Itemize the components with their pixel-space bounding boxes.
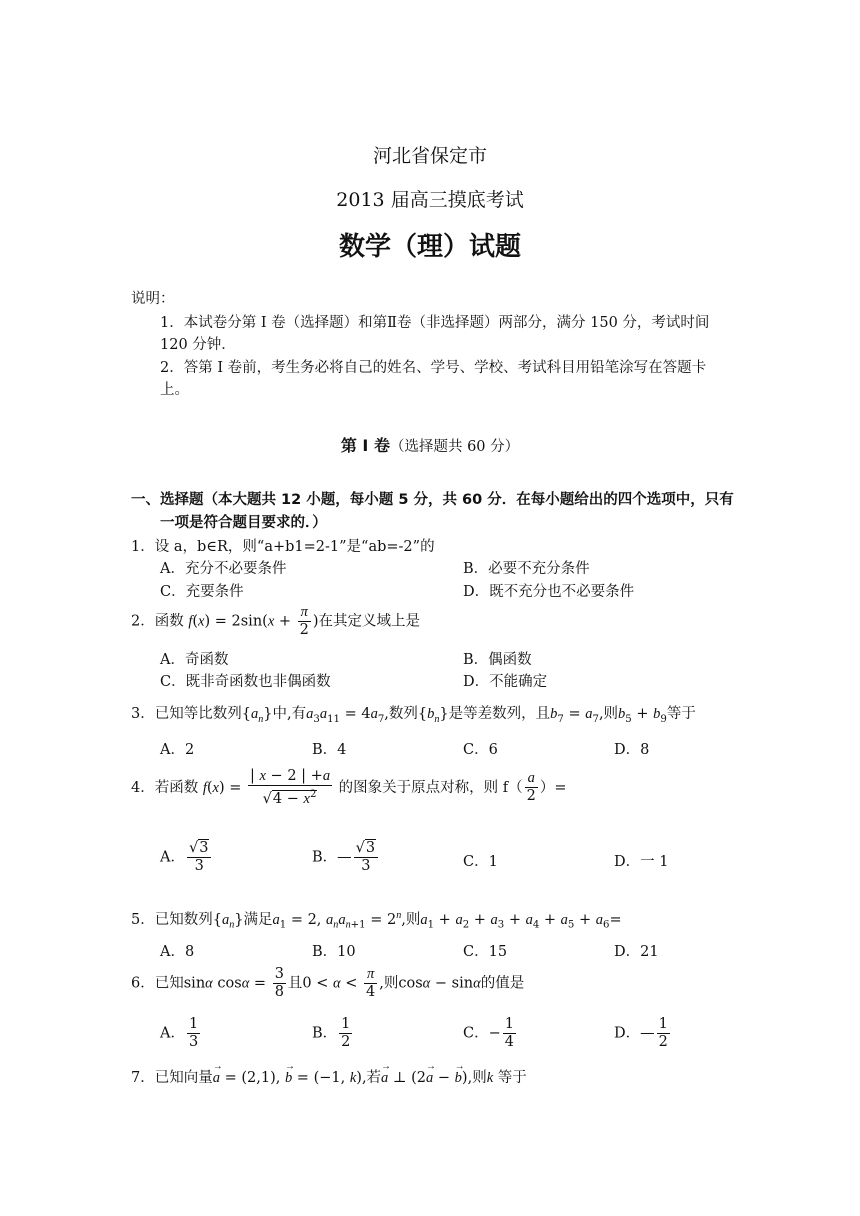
- q6-option-a: A． $\frac{1}{3}$: [160, 1016, 199, 1050]
- q2-stem: 2．函数 f(x) = 2sin(x + $\frac{\pi}{2}$ )在其定义域上是: [131, 604, 421, 638]
- q5-option-a: A．8: [160, 944, 195, 960]
- notes-label: 说明：: [131, 291, 175, 307]
- q5-option-c: C．15: [463, 944, 508, 960]
- q1-stem: 1．设 a，b∈R，则“a+b1=2-1”是“ab=-2”的: [131, 539, 435, 555]
- q4-option-d: D．一 1: [614, 854, 669, 870]
- q3-option-c: C．6: [463, 742, 498, 758]
- q4-stem: 4．若函数 f(x) = $\frac{| x - 2 | +a}{√4 - x^2}$ 的图象关于原点对称，则 f（ $\frac{a}{2}$ ）=: [131, 768, 567, 807]
- part-1-heading: [0, 433, 860, 457]
- q6-option-c: C．− $\frac{1}{4}$: [463, 1016, 514, 1050]
- note-2-line-2: 上。: [160, 382, 189, 398]
- section-1-line-1: 一、选择题（本大题共 12 小题，每小题 5 分，共 60 分．在每小题给出的四个选项中，只有: [131, 492, 734, 508]
- q1-option-b: B．必要不充分条件: [463, 561, 590, 577]
- q5-stem: 5．已知数列$\{a_n\}$满足$a_1 = 2$, $a_na_{n+1} = 2^n$,则$a_1 + a_2 + a_3 + a_4 + a_5 + a_6=$: [131, 910, 622, 931]
- q5-option-b: B．10: [312, 944, 356, 960]
- note-1-line-2: 120 分钟．: [160, 337, 236, 353]
- q1-option-d: D．既不充分也不必要条件: [463, 584, 635, 600]
- q1-option-c: C．充要条件: [160, 584, 244, 600]
- q3-option-d: D．8: [614, 742, 650, 758]
- note-2-line-1: 2．答第 I 卷前，考生务必将自己的姓名、学号、学校、考试科目用铅笔涂写在答题卡: [160, 360, 707, 376]
- q2-option-c: C．既非奇函数也非偶函数: [160, 674, 331, 690]
- pi-over-2-fraction: $\frac{\pi}{2}$: [299, 604, 309, 638]
- school-title: 河北省保定市: [372, 145, 487, 167]
- q3-option-b: B．4: [312, 742, 347, 758]
- q4-option-c: C．1: [463, 854, 498, 870]
- q6-stem: 6．已知sinα cosα = $\frac{3}{8}$ 且0 < α < $\frac{\pi}{4}$ ,则cosα − sinα的值是: [131, 966, 525, 1000]
- q2-option-d: D．不能确定: [463, 674, 548, 690]
- q3-option-a: A．2: [160, 742, 195, 758]
- q6-option-b: B． $\frac{1}{2}$: [312, 1016, 351, 1050]
- section-1-line-2: 一项是符合题目要求的．）: [160, 515, 327, 531]
- part-1-subtitle: （选择题共 60 分）: [389, 439, 520, 455]
- q7-stem: 7．已知向量→ a = (2,1), → b = (−1, k),若→ a ⊥ (2→ a − → b),则k 等于: [131, 1068, 527, 1088]
- a-over-2-fraction: $\frac{a}{2}$: [526, 770, 536, 805]
- q3-stem: 3．已知等比数列$\{a_n\}$中,有$a_3a_{11} = 4a_7$,数列$\{b_n\}$是等差数列，且$b_7 = a_7$,则$b_5 + b_9$等于: [131, 706, 696, 725]
- q4-option-b: B．— $\frac{√3}{3}$: [312, 840, 380, 875]
- note-1-line-1: 1．本试卷分第 I 卷（选择题）和第Ⅱ卷（非选择题）两部分，满分 150 分，考试时间: [160, 315, 710, 331]
- subject-title: 数学（理）试题: [338, 232, 521, 262]
- q2-option-b: B．偶函数: [463, 652, 532, 668]
- q6-option-d: D．— $\frac{1}{2}$: [614, 1016, 668, 1050]
- q1-option-a: A．充分不必要条件: [160, 561, 287, 577]
- part-1-title: 第 Ⅰ 卷: [340, 436, 390, 455]
- exam-title: 2013 届高三摸底考试: [336, 189, 524, 211]
- q2-option-a: A．奇函数: [160, 652, 229, 668]
- q4-option-a: A． $\frac{√3}{3}$: [160, 840, 213, 875]
- q5-option-d: D．21: [614, 944, 659, 960]
- q4-function-fraction: $\frac{| x - 2 | +a}{√4 - x^2}$: [250, 768, 331, 807]
